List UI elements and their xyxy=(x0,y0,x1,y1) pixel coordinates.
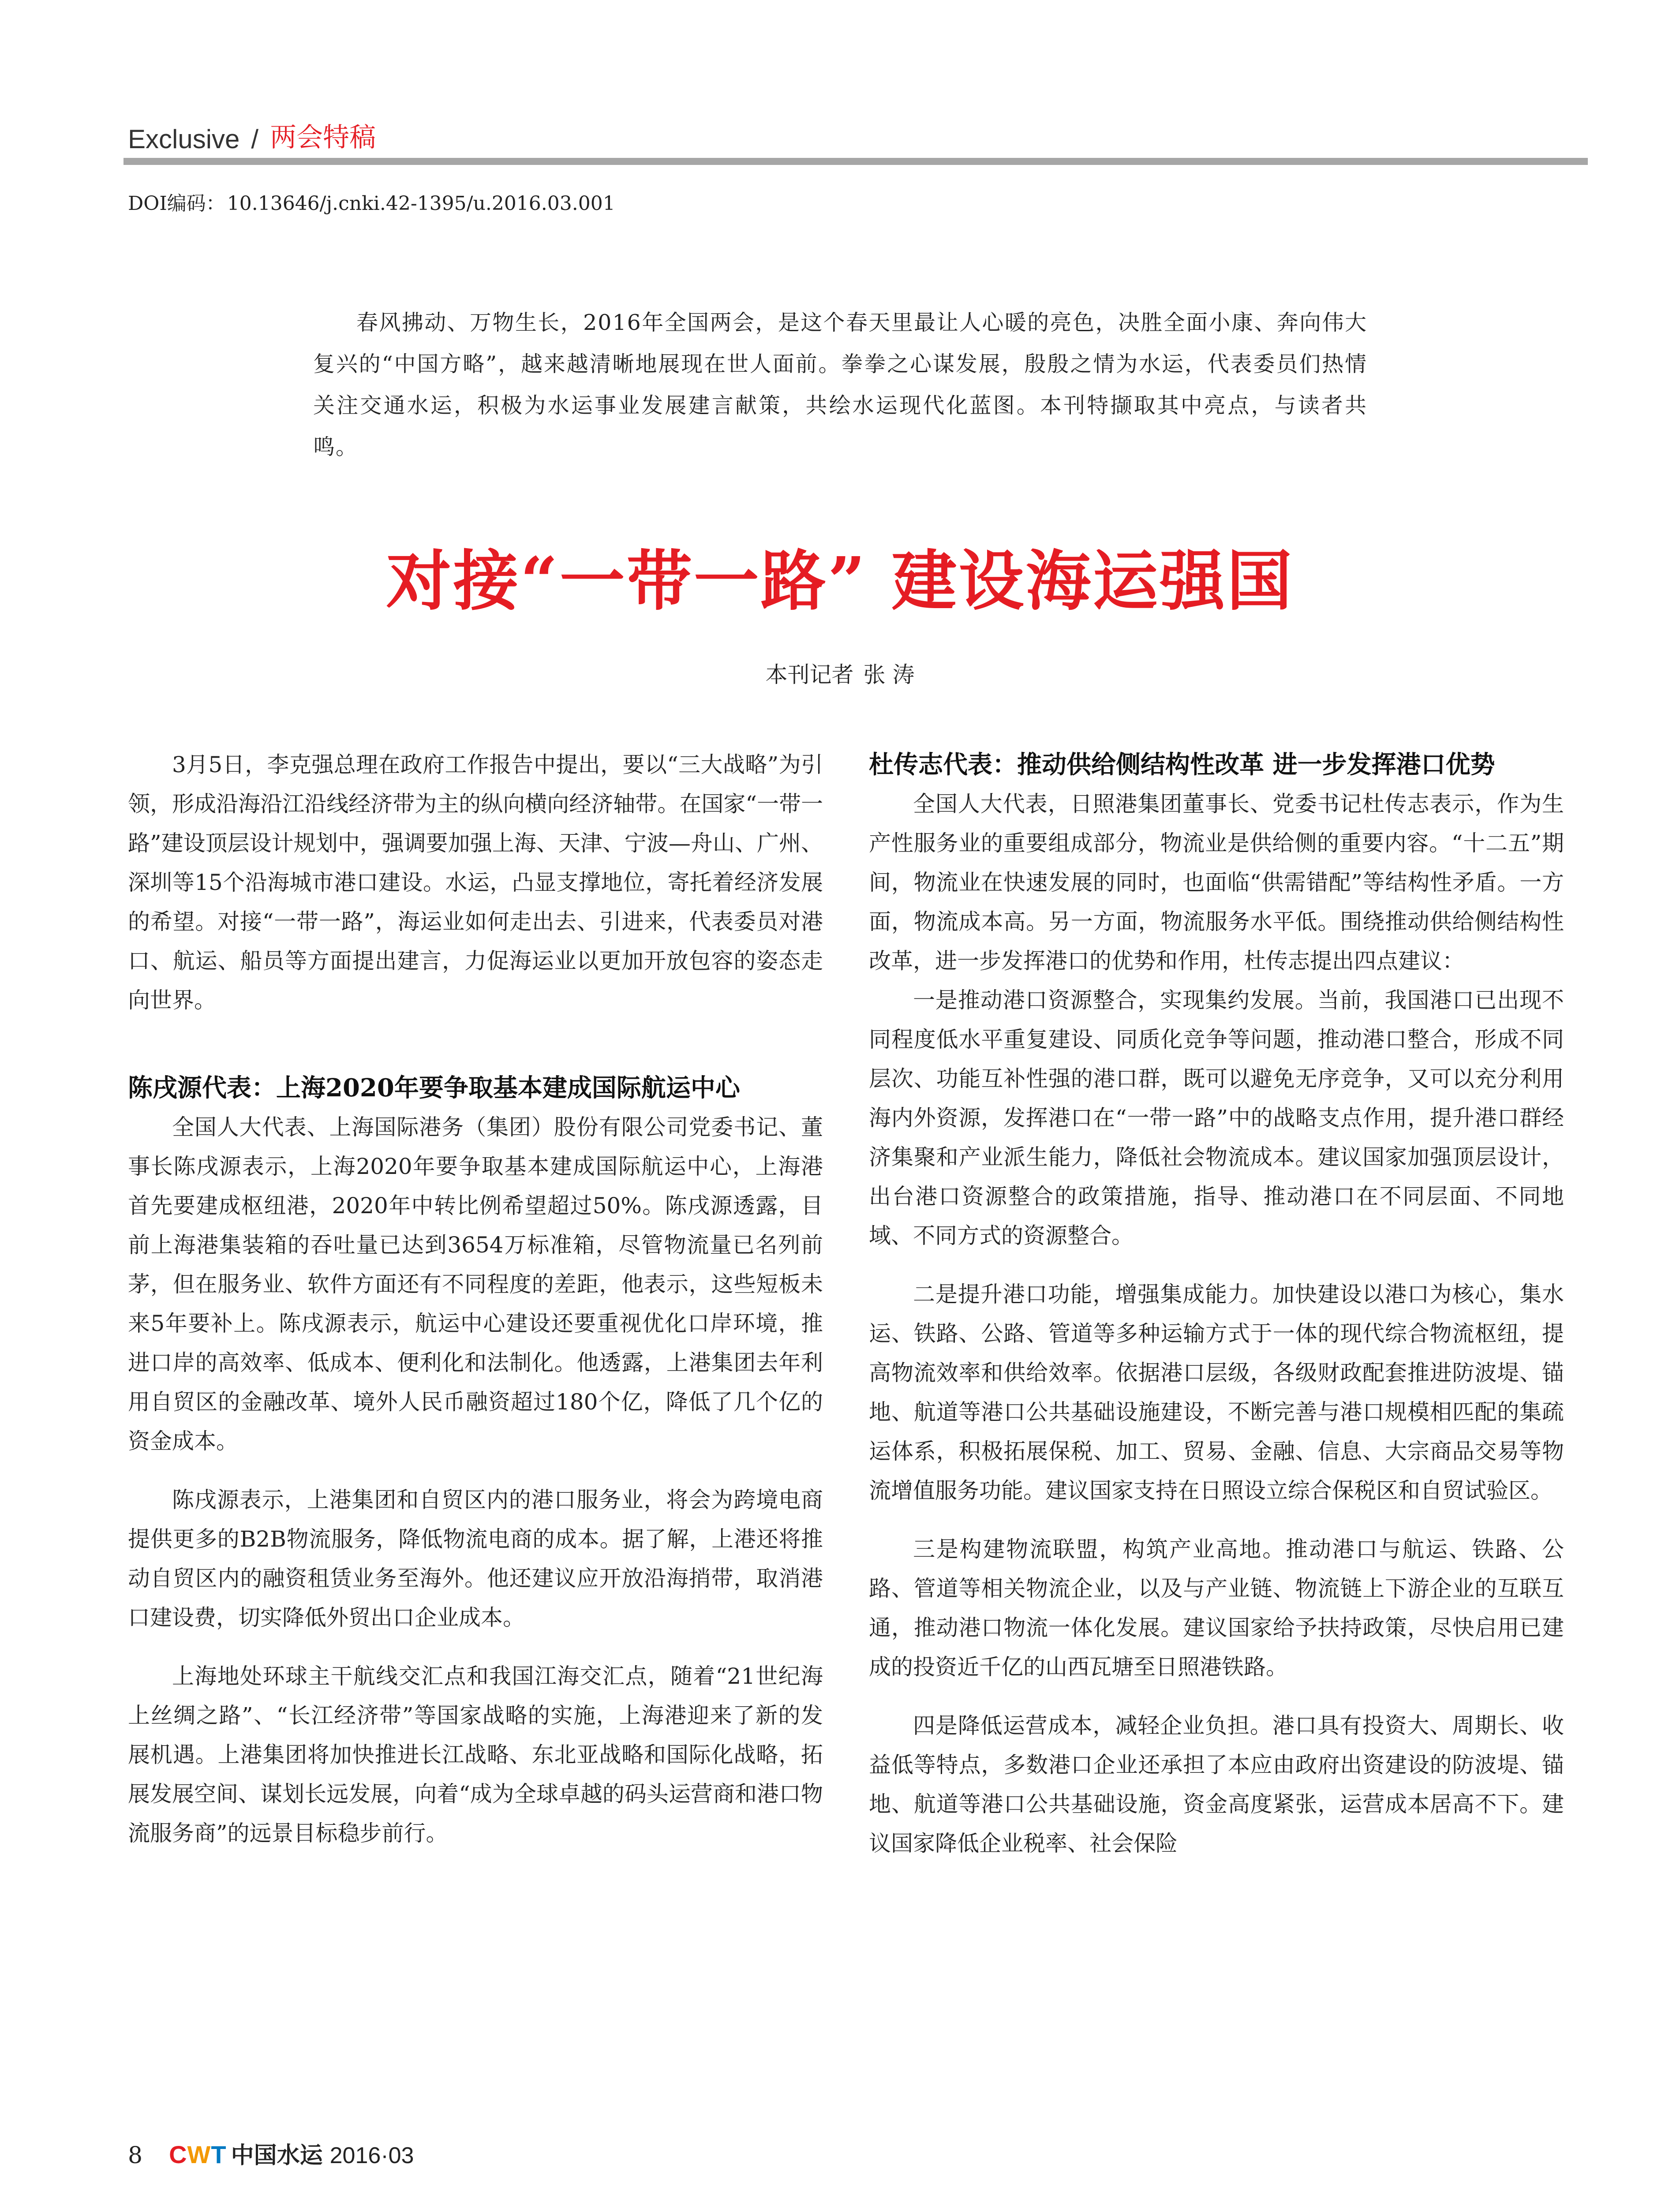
section-label-en: Exclusive xyxy=(128,124,240,154)
right-column xyxy=(869,745,1564,1863)
body-paragraph: 一是推动港口资源整合，实现集约发展。当前，我国港口已出现不同程度低水平重复建设、同质化竞争等问题，推动港口整合，形成不同层次、功能互补性强的港口群，既可以避免无序竞争，又可以充分利用海内外资源，发挥港口在“一带一路”中的战略支点作用，提升港口群经济集聚和产业派生能力，降低社会物流成本。建议国家加强顶层设计，出台港口资源整合的政策措施，指导、推动港口在不同层面、不同地域、不同方式的资源整合。 xyxy=(869,987,1564,1248)
logo-letter-w: W xyxy=(187,2141,211,2168)
article-title: 对接“一带一路” 建设海运强国 xyxy=(386,542,1294,619)
section-heading-chen: 陈戌源代表：上海2020年要争取基本建成国际航运中心 xyxy=(128,1073,740,1102)
byline-role: 本刊记者 xyxy=(765,662,854,688)
body-paragraph: 二是提升港口功能，增强集成能力。加快建设以港口为核心，集水运、铁路、公路、管道等多种运输方式于一体的现代综合物流枢纽，提高物流效率和供给效率。依据港口层级，各级财政配套推进防波堤、锚地、航道等港口公共基础设施建设，不断完善与港口规模相匹配的集疏运体系，积极拓展保税、加工、贸易、金融、信息、大宗商品交易等物流增值服务功能。建议国家支持在日照设立综合保税区和自贸试验区。 xyxy=(869,1282,1564,1503)
page-number: 8 xyxy=(128,2142,143,2169)
section-header xyxy=(128,106,376,154)
header-rule xyxy=(123,158,1588,165)
body-paragraph: 四是降低运营成本，减轻企业负担。港口具有投资大、周期长、收益低等特点，多数港口企业还承担了本应由政府出资建设的防波堤、锚地、航道等港口公共基础设施，资金高度紧张，运营成本居高不下。建议国家降低企业税率、社会保险 xyxy=(869,1713,1564,1856)
left-column xyxy=(128,745,823,1853)
logo-letter-c: C xyxy=(169,2141,187,2168)
section-label-cn: 两会特稿 xyxy=(270,122,376,153)
lead-paragraph: 3月5日，李克强总理在政府工作报告中提出，要以“三大战略”为引领，形成沿海沿江沿线经济带为主的纵向横向经济轴带。在国家“一带一路”建设顶层设计规划中，强调要加强上海、天津、宁波—舟山、广州、深圳等15个沿海城市港口建设。水运，凸显支撑地位，寄托着经济发展的希望。对接“一带一路”，海运业如何走出去、引进来，代表委员对港口、航运、船员等方面提出建言，力促海运业以更加开放包容的姿态走向世界。 xyxy=(128,752,823,1013)
byline-author: 张 涛 xyxy=(863,662,915,688)
editor-intro: 春风拂动、万物生长，2016年全国两会，是这个春天里最让人心暖的亮色，决胜全面小康、奔向伟大复兴的“中国方略”，越来越清晰地展现在世人面前。拳拳之心谋发展，殷殷之情为水运，代表委员们热情关注交通水运，积极为水运事业发展建言献策，共绘水运现代化蓝图。本刊特撷取其中亮点，与读者共鸣。 xyxy=(313,310,1367,460)
magazine-logo xyxy=(169,2140,227,2169)
page-footer xyxy=(128,2137,414,2170)
section-separator: / xyxy=(251,124,259,154)
byline xyxy=(0,657,1680,689)
issue-number: 2016·03 xyxy=(329,2143,414,2168)
section-heading-du: 杜传志代表：推动供给侧结构性改革 进一步发挥港口优势 xyxy=(869,750,1495,779)
body-paragraph: 全国人大代表、上海国际港务（集团）股份有限公司党委书记、董事长陈戌源表示，上海2020年要争取基本建成国际航运中心，上海港首先要建成枢纽港，2020年中转比例希望超过50%。陈戌源透露，目前上海港集装箱的吞吐量已达到3654万标准箱，尽管物流量已名列前茅，但在服务业、软件方面还有不同程度的差距，他表示，这些短板未来5年要补上。陈戌源表示，航运中心建设还要重视优化口岸环境，推进口岸的高效率、低成本、便利化和法制化。他透露，上港集团去年利用自贸区的金融改革、境外人民币融资超过180个亿，降低了几个亿的资金成本。 xyxy=(128,1114,823,1454)
logo-letter-t: T xyxy=(211,2141,227,2168)
magazine-name: 中国水运 xyxy=(231,2142,323,2169)
doi-label: DOI编码： xyxy=(128,192,225,215)
doi-value: 10.13646/j.cnki.42-1395/u.2016.03.001 xyxy=(227,192,615,215)
body-paragraph: 陈戌源表示，上港集团和自贸区内的港口服务业，将会为跨境电商提供更多的B2B物流服务，降低物流电商的成本。据了解，上港还将推动自贸区内的融资租赁业务至海外。他还建议应开放沿海捎带，取消港口建设费，切实降低外贸出口企业成本。 xyxy=(128,1487,823,1630)
body-paragraph: 上海地处环球主干航线交汇点和我国江海交汇点，随着“21世纪海上丝绸之路”、“长江经济带”等国家战略的实施，上海港迎来了新的发展机遇。上港集团将加快推进长江战略、东北亚战略和国际化战略，拓展发展空间、谋划长远发展，向着“成为全球卓越的码头运营商和港口物流服务商”的远景目标稳步前行。 xyxy=(128,1663,823,1846)
doi-line xyxy=(128,187,615,216)
body-paragraph: 全国人大代表，日照港集团董事长、党委书记杜传志表示，作为生产性服务业的重要组成部分，物流业是供给侧的重要内容。“十二五”期间，物流业在快速发展的同时，也面临“供需错配”等结构性矛盾。一方面，物流成本高。另一方面，物流服务水平低。围绕推动供给侧结构性改革，进一步发挥港口的优势和作用，杜传志提出四点建议： xyxy=(869,791,1564,974)
body-paragraph: 三是构建物流联盟，构筑产业高地。推动港口与航运、铁路、公路、管道等相关物流企业，以及与产业链、物流链上下游企业的互联互通，推动港口物流一体化发展。建议国家给予扶持政策，尽快启用已建成的投资近千亿的山西瓦塘至日照港铁路。 xyxy=(869,1536,1564,1680)
